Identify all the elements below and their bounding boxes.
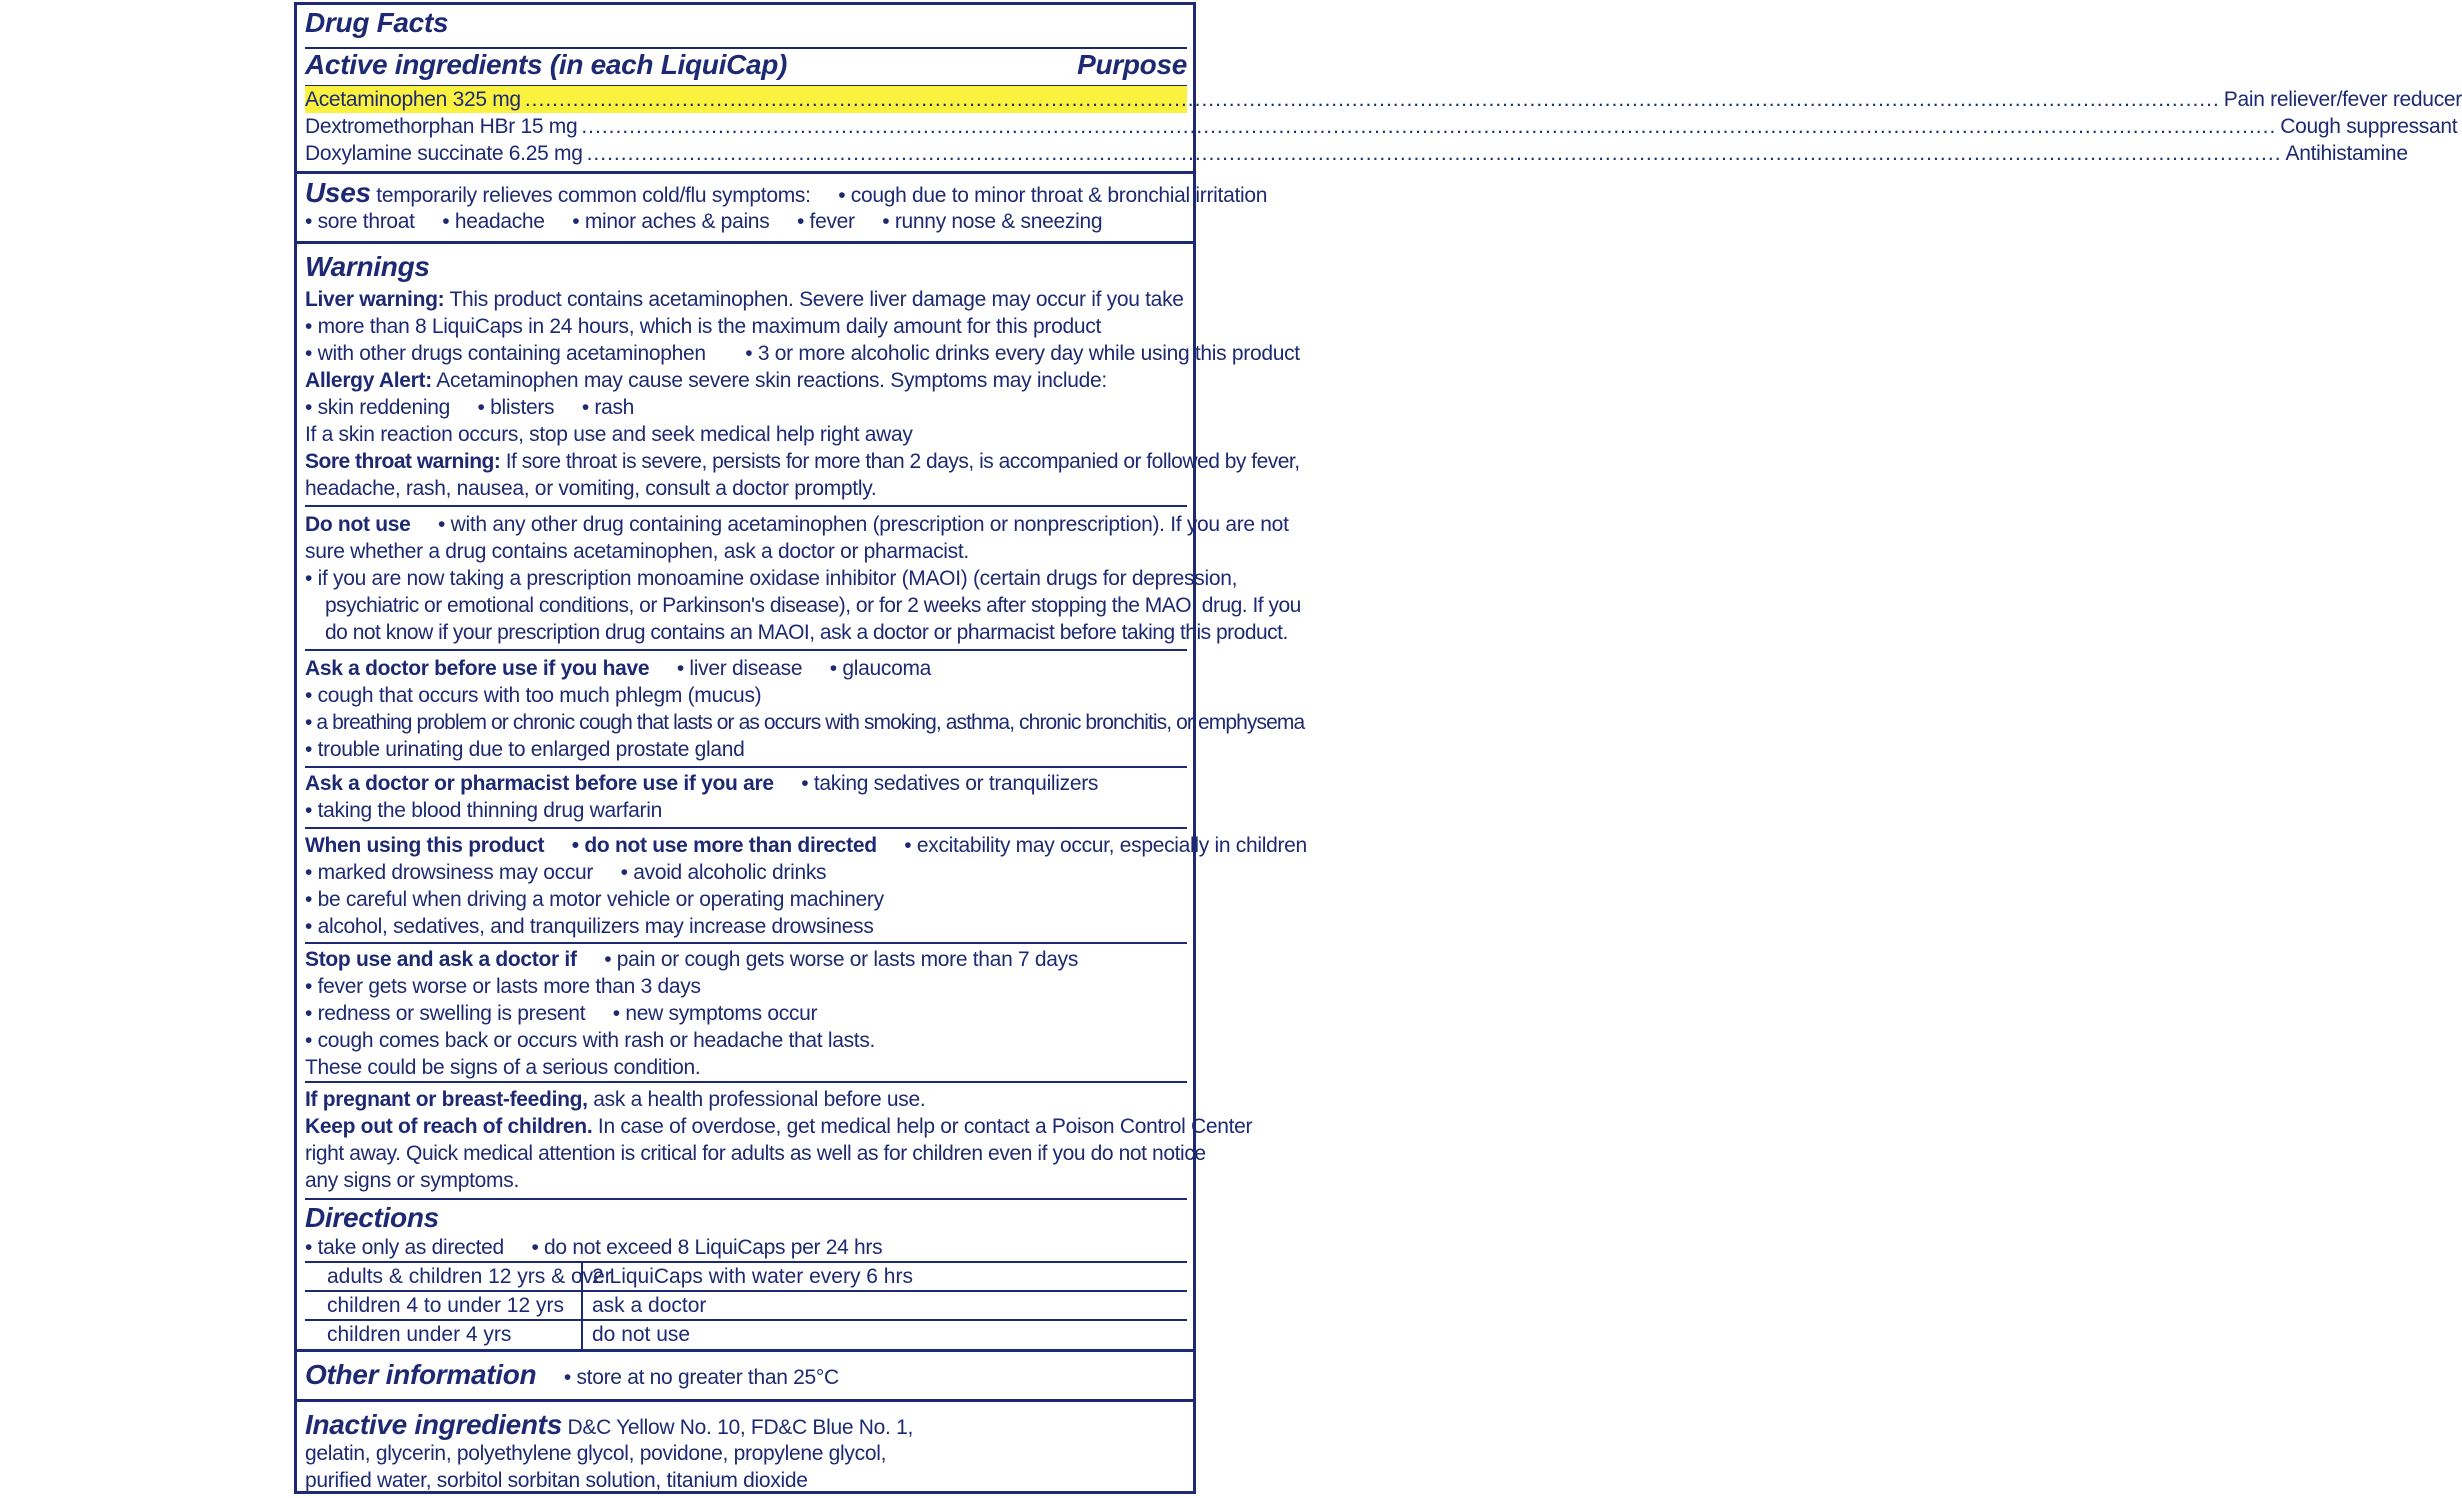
liver-warning [305, 286, 1187, 313]
table-cell-dose: 2 LiquiCaps with water every 6 hrs [592, 1265, 913, 1288]
directions-item: • do not exceed 8 LiquiCaps per 24 hrs [531, 1236, 882, 1259]
liver-item: • more than 8 LiquiCaps in 24 hours, which is the maximum daily amount for this product [305, 315, 1101, 338]
allergy-alert-text: Acetaminophen may cause severe skin reactions. Symptoms may include: [436, 369, 1107, 392]
stop-use-item: • new symptoms occur [613, 1002, 817, 1025]
liver-item: • 3 or more alcoholic drinks every day while using this product [745, 342, 1300, 365]
stop-use [305, 946, 1187, 973]
inactive-ingredients-text: gelatin, glycerin, polyethylene glycol, povidone, propylene glycol, [305, 1442, 887, 1465]
table-row [305, 1319, 1187, 1350]
list-item [305, 913, 1187, 940]
list-item [305, 394, 1187, 421]
when-using-item: • alcohol, sedatives, and tranquilizers may increase drowsiness [305, 915, 874, 938]
sore-throat-label: Sore throat warning: [305, 450, 501, 473]
uses-line [305, 177, 1268, 209]
ingredient-name: Doxylamine succinate 6.25 mg [305, 142, 583, 165]
list-item [305, 973, 1187, 1000]
ask-doctor-label: Ask a doctor before use if you have [305, 657, 650, 680]
do-not-use-text: do not know if your prescription drug contains an MAOI, ask a doctor or pharmacist before taking this product. [325, 621, 1288, 644]
sore-throat-warning [305, 448, 1300, 475]
when-using-item: • excitability may occur, especially in children [904, 834, 1307, 857]
table-row [305, 1261, 1187, 1292]
uses-item: • sore throat [305, 210, 415, 233]
when-using-item: • be careful when driving a motor vehicle or operating machinery [305, 888, 884, 911]
directions-items [305, 1234, 1187, 1261]
divider [305, 827, 1187, 829]
warnings-heading: Warnings [305, 251, 430, 282]
purpose-heading: Purpose [1077, 49, 1187, 80]
list-item [305, 340, 1300, 367]
do-not-use-item: • if you are now taking a prescription monoamine oxidase inhibitor (MAOI) (certain drugs for depression, [305, 567, 1237, 590]
page-title: Drug Facts [305, 7, 449, 38]
dosage-table [305, 1261, 1187, 1350]
pregnancy-warning [305, 1086, 1187, 1113]
directions-item: • take only as directed [305, 1236, 504, 1259]
do-not-use [305, 511, 1289, 538]
liver-item: • with other drugs containing acetaminophen [305, 342, 706, 365]
ingredient-purpose: Antihistamine [2285, 142, 2408, 165]
divider [305, 649, 1187, 651]
when-using-label: When using this product [305, 834, 545, 857]
divider [305, 1198, 1187, 1200]
ask-doctor-item: • liver disease [677, 657, 802, 680]
section-divider [297, 1349, 1193, 1352]
divider [305, 942, 1187, 944]
ask-doctor-item: • glaucoma [830, 657, 931, 680]
pregnancy-text: ask a health professional before use. [593, 1088, 926, 1111]
ingredient-purpose: Pain reliever/fever reducer [2223, 88, 2462, 111]
keep-out-text: In case of overdose, get medical help or contact a Poison Control Center [597, 1115, 1253, 1138]
active-ingredient-row [305, 113, 2458, 140]
directions-heading: Directions [305, 1202, 439, 1233]
table-cell-dose: do not use [592, 1323, 691, 1346]
drug-facts-panel [294, 2, 2462, 1494]
other-information-item: • store at no greater than 25°C [564, 1366, 839, 1389]
list-item [305, 709, 1305, 736]
uses-heading: Uses [305, 177, 371, 208]
allergy-item: • rash [582, 396, 634, 419]
active-ingredient-row [305, 86, 2462, 113]
list-item [305, 859, 1187, 886]
liver-warning-text: This product contains acetaminophen. Severe liver damage may occur if you take [449, 288, 1184, 311]
inactive-ingredients-text: purified water, sorbitol sorbitan solution, titanium dioxide [305, 1469, 808, 1492]
table-cell-who: children under 4 yrs [327, 1323, 512, 1346]
table-cell-who: children 4 to under 12 yrs [327, 1294, 564, 1317]
divider [305, 505, 1187, 507]
when-using-item: • avoid alcoholic drinks [621, 861, 827, 884]
stop-use-label: Stop use and ask a doctor if [305, 948, 577, 971]
keep-out-warning [305, 1113, 1253, 1140]
do-not-use-item: • with any other drug containing acetaminophen (prescription or nonprescription). If you are not [438, 513, 1289, 536]
when-using [305, 832, 1307, 859]
list-item [305, 1000, 1187, 1027]
liver-warning-label: Liver warning: [305, 288, 445, 311]
ask-pharmacist-label: Ask a doctor or pharmacist before use if you are [305, 772, 774, 795]
keep-out-text-3: any signs or symptoms. [305, 1169, 519, 1192]
keep-out-text-2: right away. Quick medical attention is critical for adults as well as for children even if you do not notice [305, 1142, 1206, 1165]
section-divider [297, 1399, 1193, 1402]
active-ingredient-row [305, 140, 2408, 167]
allergy-note: If a skin reaction occurs, stop use and seek medical help right away [305, 423, 913, 446]
ask-pharmacist-item: • taking sedatives or tranquilizers [801, 772, 1098, 795]
list-item [305, 736, 1187, 763]
stop-use-item: • pain or cough gets worse or lasts more than 7 days [604, 948, 1078, 971]
active-ingredients-header [305, 51, 1187, 78]
pregnancy-label: If pregnant or breast-feeding, [305, 1088, 588, 1111]
active-ingredients-heading: Active ingredients (in each LiquiCap) [305, 49, 788, 80]
allergy-item: • blisters [478, 396, 555, 419]
table-row [305, 1290, 1187, 1321]
do-not-use-text: sure whether a drug contains acetaminophen, ask a doctor or pharmacist. [305, 540, 969, 563]
inactive-ingredients-heading: Inactive ingredients [305, 1409, 562, 1440]
inactive-ingredients-text: D&C Yellow No. 10, FD&C Blue No. 1, [567, 1416, 914, 1439]
list-item [305, 565, 1238, 592]
uses-item: • headache [442, 210, 544, 233]
divider [305, 1081, 1187, 1083]
ingredient-name: Acetaminophen 325 mg [305, 88, 521, 111]
ask-pharmacist-item: • taking the blood thinning drug warfarin [305, 799, 662, 822]
sore-throat-text: If sore throat is severe, persists for more than 2 days, is accompanied or followed by fever, [505, 450, 1300, 473]
stop-use-item: • redness or swelling is present [305, 1002, 585, 1025]
when-using-item: • marked drowsiness may occur [305, 861, 593, 884]
inactive-ingredients [305, 1411, 1187, 1441]
ask-doctor-item: • a breathing problem or chronic cough that lasts or as occurs with smoking, asthma, chronic bronchitis, or emphysema [305, 711, 1304, 734]
section-divider [297, 241, 1193, 244]
ask-pharmacist [305, 770, 1187, 797]
uses-intro: temporarily relieves common cold/flu symptoms: [376, 184, 811, 207]
list-item [305, 886, 1187, 913]
section-divider [297, 171, 1193, 174]
do-not-use-text: psychiatric or emotional conditions, or Parkinson's disease), or for 2 weeks after stopping the MAOI drug. If you [325, 594, 1301, 617]
ask-doctor-item: • cough that occurs with too much phlegm (mucus) [305, 684, 761, 707]
uses-item: • cough due to minor throat & bronchial irritation [838, 184, 1267, 207]
other-information [305, 1361, 1187, 1391]
keep-out-label: Keep out of reach of children. [305, 1115, 593, 1138]
stop-use-item: • fever gets worse or lasts more than 3 days [305, 975, 701, 998]
list-item [305, 1027, 1187, 1054]
stop-use-note: These could be signs of a serious condition. [305, 1056, 701, 1079]
ingredient-name: Dextromethorphan HBr 15 mg [305, 115, 578, 138]
list-item [305, 797, 1187, 824]
stop-use-item: • cough comes back or occurs with rash or headache that lasts. [305, 1029, 875, 1052]
uses-item: • fever [797, 210, 855, 233]
do-not-use-label: Do not use [305, 513, 411, 536]
list-item [305, 313, 1187, 340]
table-cell-who: adults & children 12 yrs & over [327, 1265, 612, 1288]
uses-item: • runny nose & sneezing [882, 210, 1102, 233]
uses-item: • minor aches & pains [572, 210, 769, 233]
other-information-heading: Other information [305, 1359, 537, 1390]
when-using-item: • do not use more than directed [572, 834, 877, 857]
allergy-alert-label: Allergy Alert: [305, 369, 432, 392]
table-cell-dose: ask a doctor [592, 1294, 707, 1317]
ask-doctor-item: • trouble urinating due to enlarged prostate gland [305, 738, 745, 761]
ingredient-purpose: Cough suppressant [2280, 115, 2458, 138]
ask-doctor [305, 655, 1187, 682]
uses-line [305, 208, 1187, 235]
divider [305, 766, 1187, 768]
allergy-alert [305, 367, 1187, 394]
allergy-item: • skin reddening [305, 396, 450, 419]
list-item [305, 682, 1187, 709]
sore-throat-text-2: headache, rash, nausea, or vomiting, consult a doctor promptly. [305, 477, 877, 500]
